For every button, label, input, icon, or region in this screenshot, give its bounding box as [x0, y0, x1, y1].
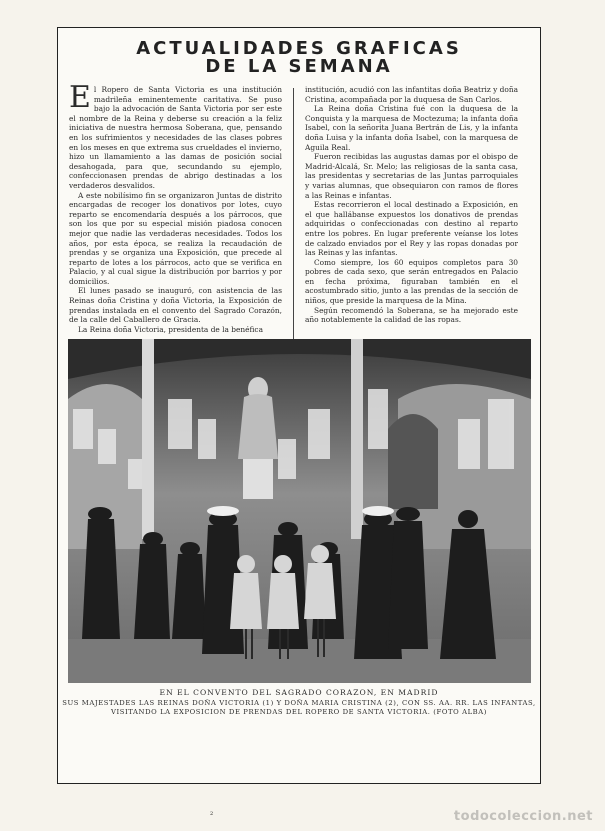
article-column-right: [305, 85, 518, 355]
paragraph: La Reina doña Cristina fué con la duquesa de la Conquista y la marquesa de Moctezuma; la infanta doña Isabel, con la señorita Juana Bertrán de Lis, y la infanta doña Luisa y la infanta doña Isabel, con la marquesa de Aguila Real.: [305, 104, 518, 152]
page-number: 2: [210, 811, 214, 817]
drop-cap: E: [69, 85, 91, 115]
paragraph: Como siempre, los 60 equipos completos para 30 pobres de cada sexo, que serán entregados en Palacio en fecha próxima, figuraban también en el acostumbrado sitio, junto a las prendas de la sección de niños, que preside la marquesa de la Mina.: [305, 257, 518, 306]
photo-caption-line: SUS MAJESTADES LAS REINAS DOÑA VICTORIA (1) Y DOÑA MARIA CRISTINA (2), CON SS. AA. RR. LAS INFANTAS,: [62, 699, 536, 707]
paragraph: La Reina doña Victoria, presidenta de la benéfica: [78, 324, 263, 334]
headline-line-1: ACTUALIDADES GRAFICAS: [136, 38, 462, 59]
photo-illustration: [68, 339, 531, 683]
watermark: todocoleccion.net: [453, 809, 593, 824]
headline-line-2: DE LA SEMANA: [205, 56, 393, 77]
paragraph: institución, acudió con las infantitas doña Beatriz y doña Cristina, acompañada por la duquesa de San Carlos.: [305, 85, 518, 104]
column-divider: [293, 88, 294, 350]
article-column-left: [69, 85, 282, 355]
paragraph: A este nobilísimo fin se organizaron Juntas de distrito encargadas de recoger los donativos por lotes, cuyo reparto se encomendaría después a los párrocos, que son los que por su especial misión piadosa conocen mejor que nadie las verdaderas necesidades. Todos los años, por esta época, se realiza la recaudación de prendas y se organiza una Exposición, que precede al reparto de lotes a los párrocos, acto que se verifica en Palacio, y al cual sigue la distribución por barrios y por domicilios.: [69, 190, 282, 286]
photo-caption-line: VISITANDO LA EXPOSICION DE PRENDAS DEL ROPERO DE SANTA VICTORIA. (FOTO ALBA): [110, 708, 488, 716]
paragraph: Fueron recibidas las augustas damas por el obispo de Madrid-Alcalá, Sr. Melo; las religiosas de la santa casa, las presidentas y secretarias de las Juntas parroquiales y varias alumnas, que obsequiaron con ramos de flores a las Reinas e infantas.: [305, 152, 518, 200]
paragraph: l Ropero de Santa Victoria es una institución madrileña eminentemente caritativa. Se puso bajo la advocación de Santa Victoria por ser este el nombre de la Reina y deberse su creación a la feliz iniciativa de nuestra hermosa Soberana, que, pensando en los sufrimientos y necesidades de las clases pobres en los meses en que extrema sus crueldades el invierno, hizo un llamamiento a las damas de posición social desahogada, para que, secundando su ejemplo, confeccionasen prendas de abrigo destinadas a los verdaderos desvalidos.: [69, 85, 282, 190]
paragraph: Estas recorrieron el local destinado a Exposición, en el que hallábanse expuestos los donativos de prendas adquiridas o confeccionadas con destino al reparto entre los pobres. En lugar preferente veíanse los lotes de calzado enviados por el Rey y las ropas donadas por las Reinas y las infantas.: [305, 200, 518, 258]
paragraph: El lunes pasado se inauguró, con asistencia de las Reinas doña Cristina y doña Victoria, la Exposición de prendas instalada en el convento del Sagrado Corazón, de la calle del Caballero de Gracia.: [69, 286, 282, 325]
photo-caption-title: EN EL CONVENTO DEL SAGRADO CORAZON, EN MADRID: [159, 688, 439, 697]
page-frame: [57, 27, 541, 817]
group-photograph: [68, 339, 531, 683]
paragraph: Según recomendó la Soberana, se ha mejorado este año notablemente la calidad de las ropas.: [305, 305, 518, 325]
